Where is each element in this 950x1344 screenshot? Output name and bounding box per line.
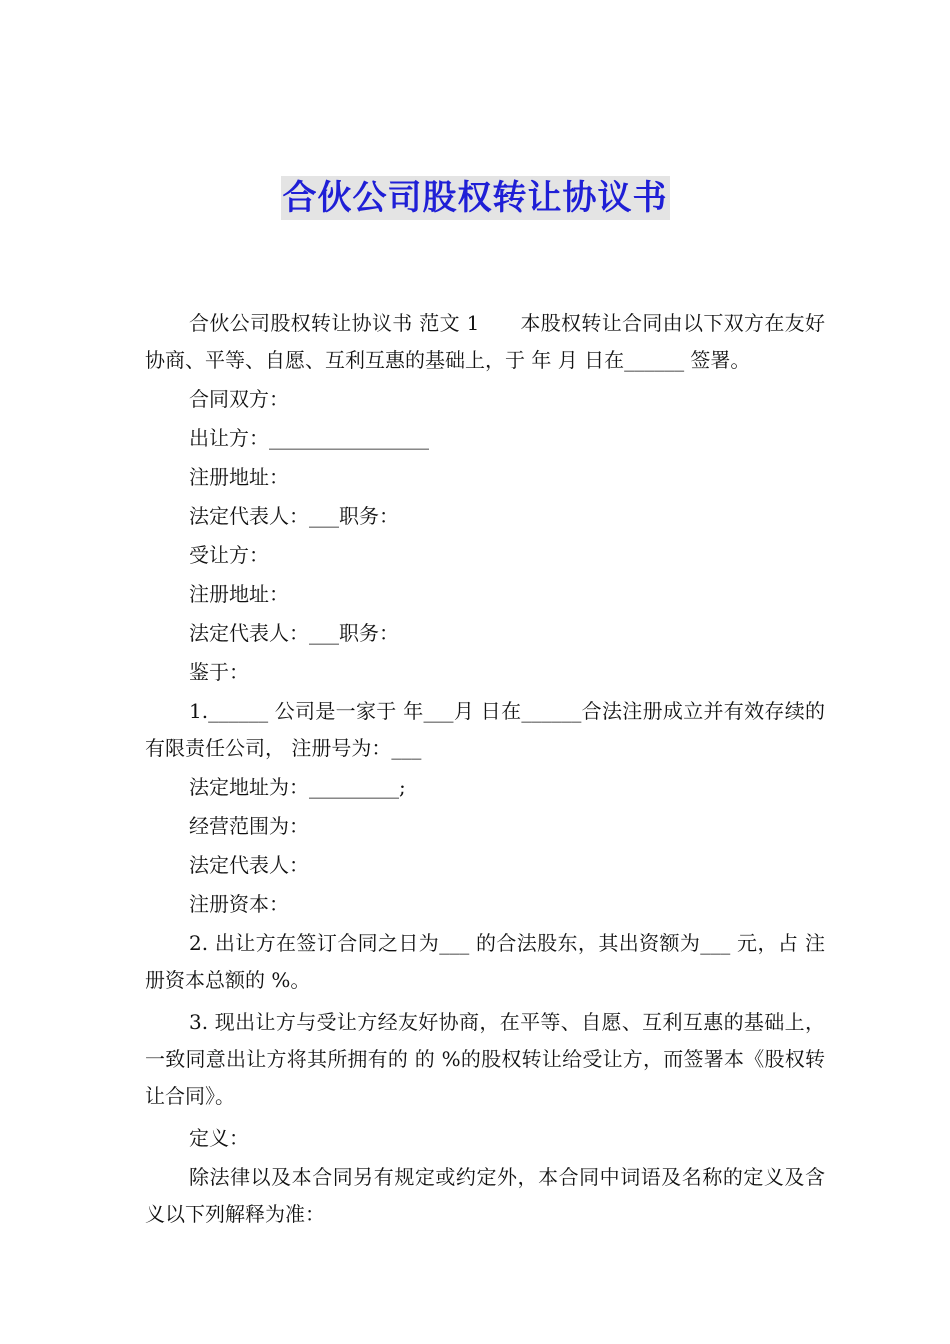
paragraph-registered-capital: 注册资本： <box>189 892 289 916</box>
document-body <box>145 305 825 1235</box>
paragraph-whereas: 鉴于： <box>189 660 249 684</box>
paragraph-intro: 合伙公司股权转让协议书 范文 1 本股权转让合同由以下双方在友好协商、平等、自愿、互利互惠的基础上，于 年 月 日在______ 签署。 <box>145 311 825 372</box>
paragraph-business-scope: 经营范围为： <box>189 814 309 838</box>
paragraph-transferee-representative: 法定代表人：___职务： <box>189 621 399 645</box>
paragraph-transferor: 出让方：________________ <box>189 426 429 450</box>
paragraph-parties-heading: 合同双方： <box>189 387 289 411</box>
paragraph-transferor-representative: 法定代表人：___职务： <box>189 504 399 528</box>
title-area <box>0 176 950 220</box>
paragraph-transferee: 受让方： <box>189 543 269 567</box>
paragraph-transferor-address: 注册地址： <box>189 465 289 489</box>
paragraph-clause-1: 1.______ 公司是一家于 年___月 日在______合法注册成立并有效存续的有限责任公司， 注册号为：___ <box>145 699 825 760</box>
paragraph-clause-3: 3. 现出让方与受让方经友好协商，在平等、自愿、互利互惠的基础上，一致同意出让方将其所拥有的 的 %的股权转让给受让方，而签署本《股权转让合同》。 <box>145 1010 825 1108</box>
paragraph-definitions-text: 除法律以及本合同另有规定或约定外，本合同中词语及名称的定义及含义以下列解释为准： <box>145 1165 825 1226</box>
document-title: 合伙公司股权转让协议书 <box>282 178 668 218</box>
paragraph-clause-2: 2. 出让方在签订合同之日为___ 的合法股东，其出资额为___ 元，占 注册资本总额的 %。 <box>145 931 825 992</box>
paragraph-legal-address: 法定地址为：_________; <box>189 775 406 799</box>
paragraph-transferee-address: 注册地址： <box>189 582 289 606</box>
paragraph-definitions-heading: 定义： <box>189 1126 249 1150</box>
paragraph-legal-representative: 法定代表人： <box>189 853 309 877</box>
